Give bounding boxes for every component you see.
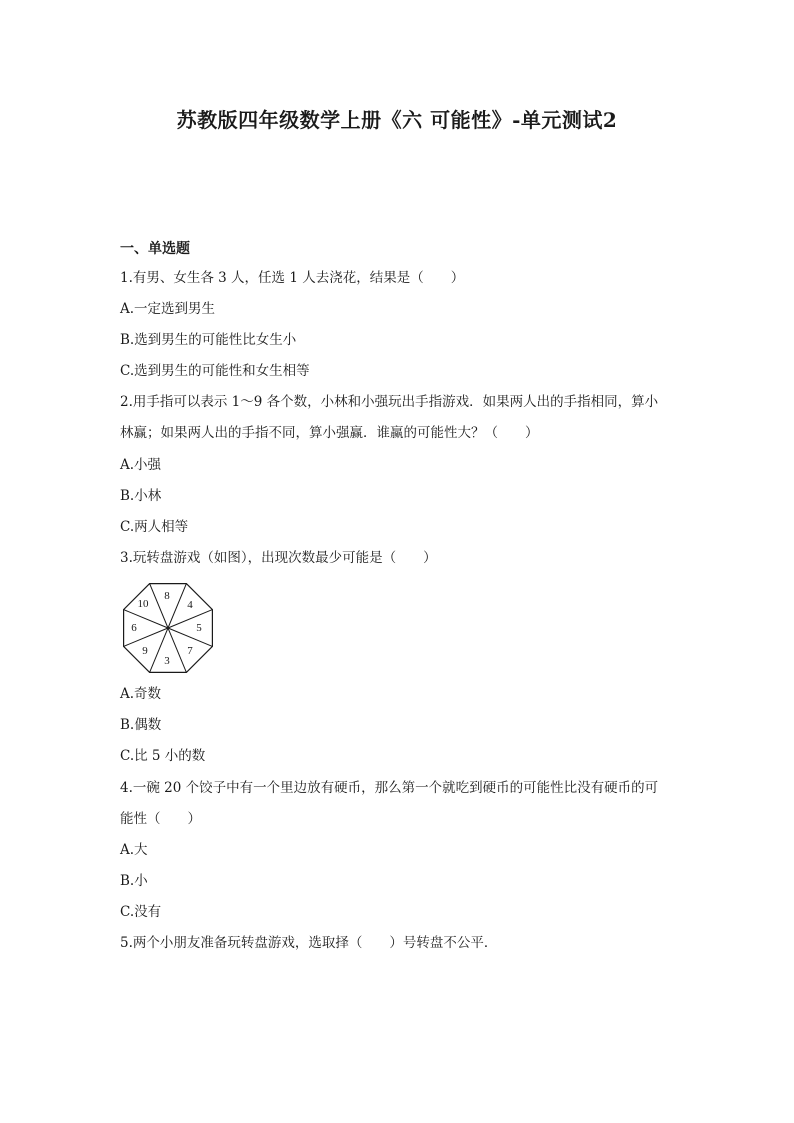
question-3-option-a: A.奇数 (120, 686, 162, 702)
question-3-stem: 3.玩转盘游戏（如图），出现次数最少可能是（ ） (120, 550, 437, 566)
question-4-stem-line-2: 能性（ ） (120, 811, 201, 827)
spinner-figure (118, 578, 218, 678)
section-heading: 一、单选题 (120, 241, 190, 257)
sector-label-top: 8 (164, 590, 170, 602)
question-3-option-c: C.比 5 小的数 (120, 748, 206, 764)
question-2-stem-line-1: 2.用手指可以表示 1～9 各个数，小林和小强玩出手指游戏．如果两人出的手指相同，算小 (120, 394, 659, 410)
page-title: 苏教版四年级数学上册《六 可能性》-单元测试2 (176, 108, 618, 132)
question-4-option-c: C.没有 (120, 904, 162, 920)
sector-label-bottom: 3 (164, 655, 170, 667)
question-1-option-a: A.一定选到男生 (120, 301, 216, 317)
sector-label-left: 6 (131, 622, 137, 634)
question-4-option-b: B.小 (120, 873, 148, 889)
sector-label-right: 5 (196, 622, 202, 634)
question-1-option-c: C.选到男生的可能性和女生相等 (120, 363, 310, 379)
sector-label-top-left: 10 (137, 598, 149, 610)
sector-label-top-right: 4 (187, 599, 193, 611)
question-1-stem: 1.有男、女生各 3 人，任选 1 人去浇花，结果是（ ） (120, 270, 465, 286)
question-4-stem-line-1: 4.一碗 20 个饺子中有一个里边放有硬币，那么第一个就吃到硬币的可能性比没有硬币的可 (120, 780, 659, 796)
question-2-stem-line-2: 林赢；如果两人出的手指不同，算小强赢．谁赢的可能性大？（ ） (120, 425, 539, 441)
question-5-stem: 5.两个小朋友准备玩转盘游戏，选取择（ ）号转盘不公平． (120, 935, 498, 951)
spinner-diagram (118, 578, 218, 678)
question-3-option-b: B.偶数 (120, 717, 162, 733)
question-2-option-a: A.小强 (120, 457, 162, 473)
sector-label-bottom-right: 7 (187, 645, 193, 657)
sector-label-bottom-left: 9 (142, 645, 148, 657)
question-1-option-b: B.选到男生的可能性比女生小 (120, 332, 297, 348)
question-4-option-a: A.大 (120, 842, 148, 858)
question-2-option-c: C.两人相等 (120, 519, 189, 535)
question-2-option-b: B.小林 (120, 488, 162, 504)
